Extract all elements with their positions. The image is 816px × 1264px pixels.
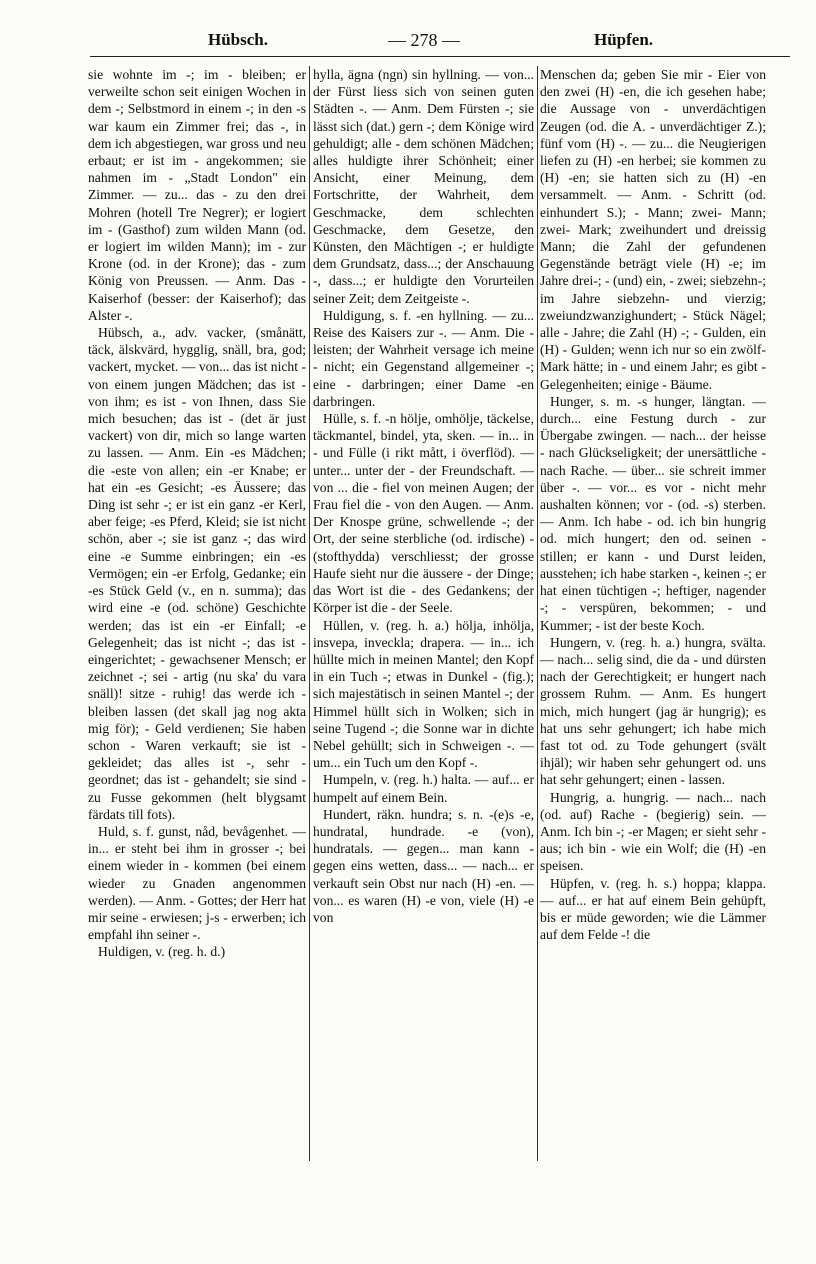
column-3 (540, 66, 766, 1246)
header-right-word: Hüpfen. (594, 30, 654, 49)
entry-paragraph: Hunger, s. m. -s hunger, längtan. — durch... eine Festung durch - zur Übergabe zwingen. — nach... der heisse - nach Glückseligkeit; der unersättliche - nach Rache. — über... sie schreit immer über -. — vor... es vor - nicht mehr aushalten können; vor - (od. -s) sterben. — Anm. Ich habe - od. ich bin hungrig od. mich hungert; den od. seinen - stillen; er kann - und Durst leiden, ausstehen; ich habe starken -, keinen -; er hat einen tüchtigen -; heftiger, nagender -; - verspüren, bekommen; - und Kummer; - ist der beste Koch. (540, 393, 766, 633)
column-divider (309, 66, 310, 1161)
entry-paragraph: Hüpfen, v. (reg. h. s.) hoppa; klappa. — auf... er hat auf einem Bein gehüpft, bis er müde geworden; wie die Lämmer auf dem Felde -! die (540, 875, 766, 943)
header-left-word: Hübsch. (208, 30, 268, 49)
entry-paragraph: Humpeln, v. (reg. h.) halta. — auf... er humpelt auf einem Bein. (313, 772, 534, 805)
entry-paragraph: Huld, s. f. gunst, nåd, bevågenhet. — in... er steht bei ihm in grosser -; bei einem wieder in - kommen (bei einem wieder zu Gnaden angenommen werden). — Anm. - Gottes; der Herr hat mir seine - erwiesen; j-s - erwerben; ich empfahl ihn seiner -. (88, 823, 306, 943)
column-1 (88, 66, 306, 1246)
column-2 (313, 66, 534, 1246)
entry-paragraph: Hungern, v. (reg. h. a.) hungra, svälta. — nach... selig sind, die da - und dürsten nach der Gerechtigkeit; er hungert nach grossem Ruhm. — Anm. Es hungert mich, mich hungert (jag är hungrig); es hat uns sehr gehungert; ich habe mich fast tot od. zu Tode gehungert (svält ihjäl); wir haben sehr gehungert od. uns hat sehr gehungert; einen - lassen. (540, 634, 766, 788)
running-header (86, 28, 776, 58)
entry-paragraph: Hülle, s. f. -n hölje, omhölje, täckelse, täckmantel, bindel, yta, sken. — in... in - und Fülle (i rikt mått, i överflöd). — unter... unter der - der Freundschaft. — von ... die - fiel von meinen Augen; der Frau fiel die - von den Augen. — Anm. Der Knospe grüne, schwellende -; der Ort, der seine sterbliche (od. irdische) - (stofthydda) verschliesst; der grosse Haufe sieht nur die äussere - der Dinge; das Wort ist die - des Gedankens; der Körper ist die - der Seele. (313, 411, 534, 616)
header-rule (90, 56, 790, 57)
entry-paragraph: Menschen da; geben Sie mir - Eier von den zwei (H) -en, die ich gesehen habe; die Aussage von - unverdächtigen Zeugen (od. die A. - unverdächtiger Z.); fünf vom (H) -. — zu... die Neugierigen liefen zu (H) -en herbei; sie kommen zu (H) -en; sie hatten sich zu (H) -en versammelt. — Anm. - Schritt (od. einhundert S.); - Mann; zwei- Mann; zwei- Mark; zweihundert und dreissig Mann; die Zahl der gefundenen Gegenstände beträgt viele (H) -e; im Jahre drei-; - (und) ein, - zwei; siebzehn-; im Jahre siebzehn- und vierzig; zweiundzwanzighundert; - Stück Nägel; alle - Jahre; die Zahl (H) -; - Gulden, ein (H) - Gulden; wenn ich nur so ein zwölf- Mark hätte; in - und einem Jahr; es gibt - Gelegenheiten; einige - Bäume. (540, 67, 766, 392)
column-divider (537, 66, 538, 1161)
entry-paragraph: Hundert, räkn. hundra; s. n. -(e)s -e, hundratal, hundrade. -e (von), hundratals. — gegen... man kann - gegen eins wetten, dass... — nach... er verkauft sein Obst nur nach (H) -en. — von... es waren (H) -e von, viele (H) -e von (313, 806, 534, 925)
entry-paragraph: Huldigen, v. (reg. h. d.) (98, 944, 226, 960)
entry-paragraph: Hüllen, v. (reg. h. a.) hölja, inhölja, insvepa, inveckla; drapera. — in... ich hüllte mich in meinen Mantel; den Kopf in ein Tuch -; etwas in Dunkel - (fig.); sich majestätisch in seinen Mantel -; der Himmel hüllt sich in Wolken; sich in seine Tugend -; die Sonne war in dichte Nebel gehüllt; sich in Schweigen -. — um... ein Tuch um den Kopf -. (313, 617, 534, 771)
entry-paragraph: sie wohnte im -; im - bleiben; er verweilte schon seit einigen Wochen in dem -; Selbstmord in einem -; in den -s war kaum ein Zimmer frei; das -, in dem ich abgestiegen, war gross und neu erbaut; er ist im - angekommen; sie nahmen im - „Stadt London" ein Zimmer. — zu... das - zu den drei Mohren (hotell Tre Negrer); er logiert im - (Gasthof) zum wilden Mann (od. er logiert im wilden Mann); im - zur Krone (od. in der Krone); das - zum König von Preussen. — Anm. Das - Kaiserhof (besser: der Kaiserhof); das Alster -. (88, 67, 306, 323)
entry-paragraph: hylla, ägna (ngn) sin hyllning. — von... der Fürst liess sich von seinen guten Städten -. — Anm. Dem Fürsten -; sie lässt sich (dat.) gern -; dem Könige wird gehuldigt; alle - dem schönen Mädchen; alles huldigte ihrer Schönheit; einer Ansicht, einer Meinung, dem Fortschritte, der Wahrheit, dem Geschmacke, dem schlechten Geschmacke, dem Gesetze, den Künsten, den Mächtigen -; er huldigte dem Grundsatz, dass...; der Anschauung -, dass...; er huldigte den Vorurteilen seiner Zeit; dem Zeitgeiste -. (313, 67, 534, 306)
entry-paragraph: Huldigung, s. f. -en hyllning. — zu... Reise des Kaisers zur -. — Anm. Die - leisten; der Wahrheit versage ich meine - nicht; ein Gegenstand allgemeiner -; eine - darbringen; einer Dame -en darbringen. (313, 307, 534, 409)
page-number: — 278 — (388, 30, 460, 50)
entry-paragraph: Hübsch, a., adv. vacker, (smånätt, täck, älskvärd, hygglig, snäll, bra, god; vackert, mycket. — von... das ist nicht - von einem jungen Mädchen; das ist - von ihm; es ist - von Ihnen, dass Sie mich besuchen; das ist - (det är just vackert) von dir, mich so lange warten zu lassen. — Anm. Ein -es Mädchen; die -este von allen; ein -er Knabe; er hat ein -es Gesicht; -es Äussere; das Ding ist sehr -; er ist ein ganz -er Kerl, aber feige; -es Pferd, Kleid; sie ist nicht schön, aber -; sie ist ganz -; das wird eine -e Summe einbringen; ein -es Vermögen; ein -er Erfolg, Gedanke; ein -es Stück Geld (v., en n. summa); das wird eine -e (od. schöne) Geschichte werden; das ist ein -er Einfall; -e Gelegenheit; das ist nicht -; das ist - eingerichtet; - gewachsener Mensch; er zeichnet -; sei - artig (nu ska' du vara snäll)! sitze - ruhig! das werde ich - bleiben lassen (det skall jag nog akta mig för); - Geld verdienen; Sie haben schon - Waren verkauft; sie ist - gekleidet; das alles ist -, sehr - geordnet; das ist - gehandelt; sie sind - zu Fusse gekommen (helt blygsamt färdats till fots). (88, 325, 306, 822)
entry-paragraph: Hungrig, a. hungrig. — nach... nach (od. auf) Rache - (begierig) sein. — Anm. Ich bin -; -er Magen; er sieht sehr - aus; ich bin - wie ein Wolf; die (H) -en speisen. (540, 789, 766, 874)
